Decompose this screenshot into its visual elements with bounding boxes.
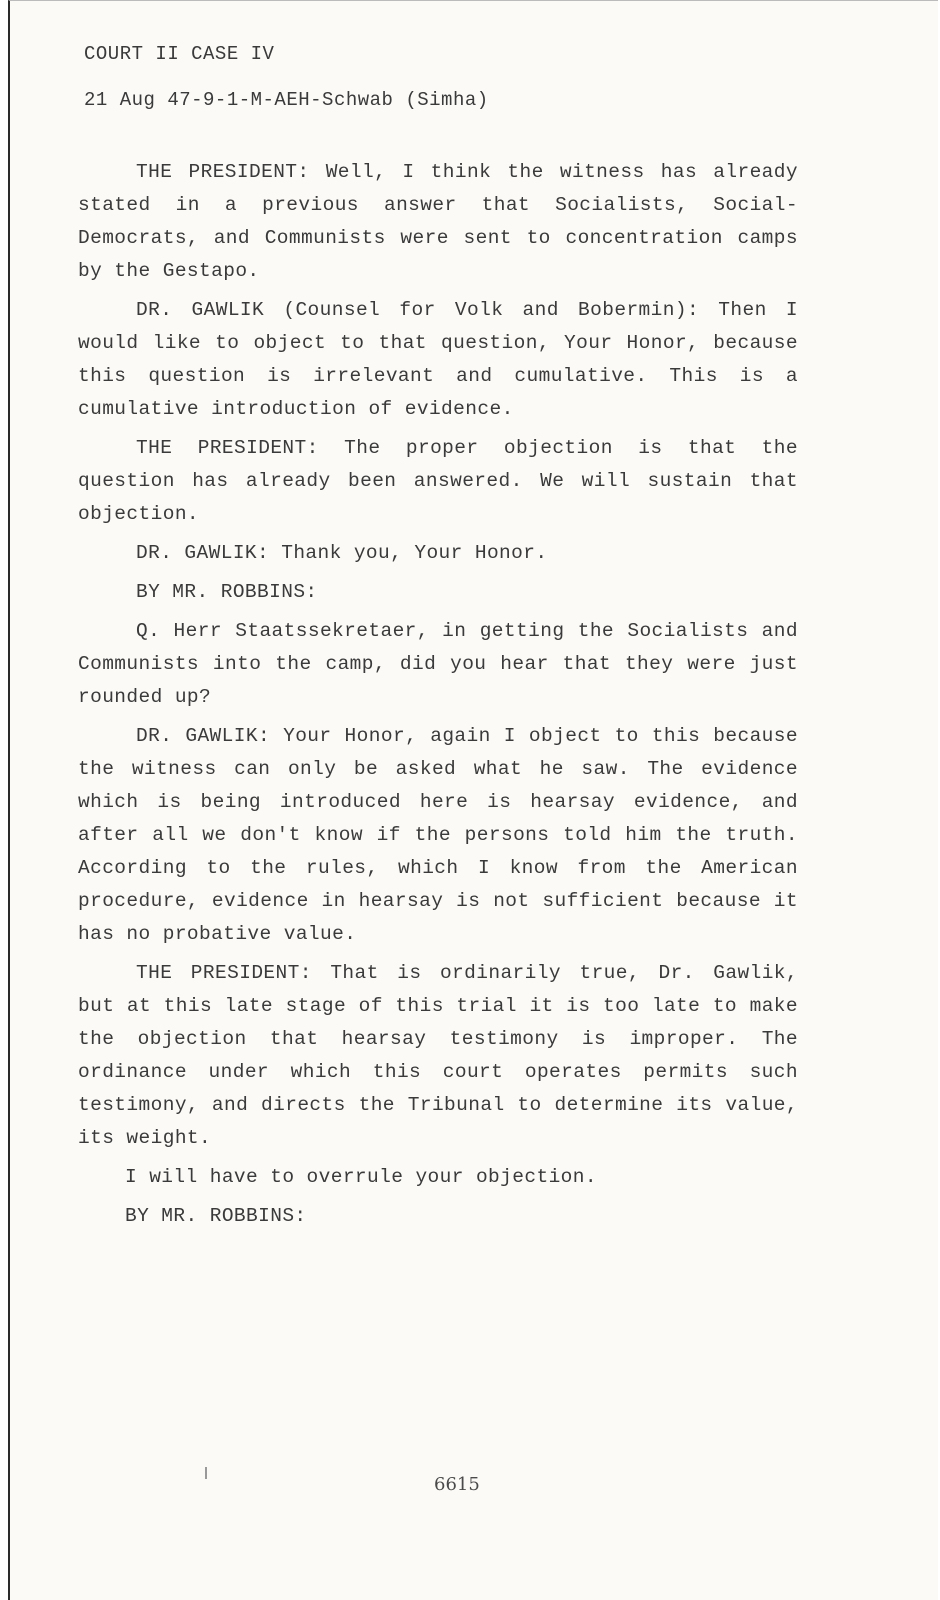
- transcript-paragraph: BY MR. ROBBINS:: [125, 1205, 307, 1227]
- transcript-paragraph: THE PRESIDENT: That is ordinarily true, Dr. Gawlik, but at this late stage of this trial it is too late to make the objection that hearsay testimony is improper. The ordinance under which this court operates permits such testimony, and directs the Tribunal to determine its value, its weight.: [78, 962, 798, 1149]
- document-page: [8, 0, 938, 1600]
- transcript-paragraph: I will have to overrule your objection.: [125, 1166, 597, 1188]
- transcript-paragraph: BY MR. ROBBINS:: [136, 581, 318, 603]
- session-reference-line: 21 Aug 47-9-1-M-AEH-Schwab (Simha): [84, 89, 489, 111]
- transcript-paragraph: THE PRESIDENT: Well, I think the witness has already stated in a previous answer that Socialists, Social-Democrats, and Communists were sent to concentration camps by the Gestapo.: [78, 161, 798, 282]
- transcript-body: [78, 156, 798, 1239]
- margin-mark: [205, 1467, 207, 1479]
- transcript-paragraph: Q. Herr Staatssekretaer, in getting the Socialists and Communists into the camp, did you hear that they were just rounded up?: [78, 620, 798, 708]
- transcript-paragraph: THE PRESIDENT: The proper objection is that the question has already been answered. We will sustain that objection.: [78, 437, 798, 525]
- transcript-paragraph: DR. GAWLIK: Your Honor, again I object to this because the witness can only be asked what he saw. The evidence which is being introduced here is hearsay evidence, and after all we don't know if the persons told him the truth. According to the rules, which I know from the American procedure, evidence in hearsay is not sufficient because it has no probative value.: [78, 725, 798, 945]
- court-case-heading: COURT II CASE IV: [84, 43, 275, 65]
- transcript-paragraph: DR. GAWLIK: Thank you, Your Honor.: [136, 542, 548, 564]
- page-number: 6615: [434, 1474, 480, 1495]
- transcript-paragraph: DR. GAWLIK (Counsel for Volk and Bobermin): Then I would like to object to that question, Your Honor, because this question is irrelevant and cumulative. This is a cumulative introduction of evidence.: [78, 299, 798, 420]
